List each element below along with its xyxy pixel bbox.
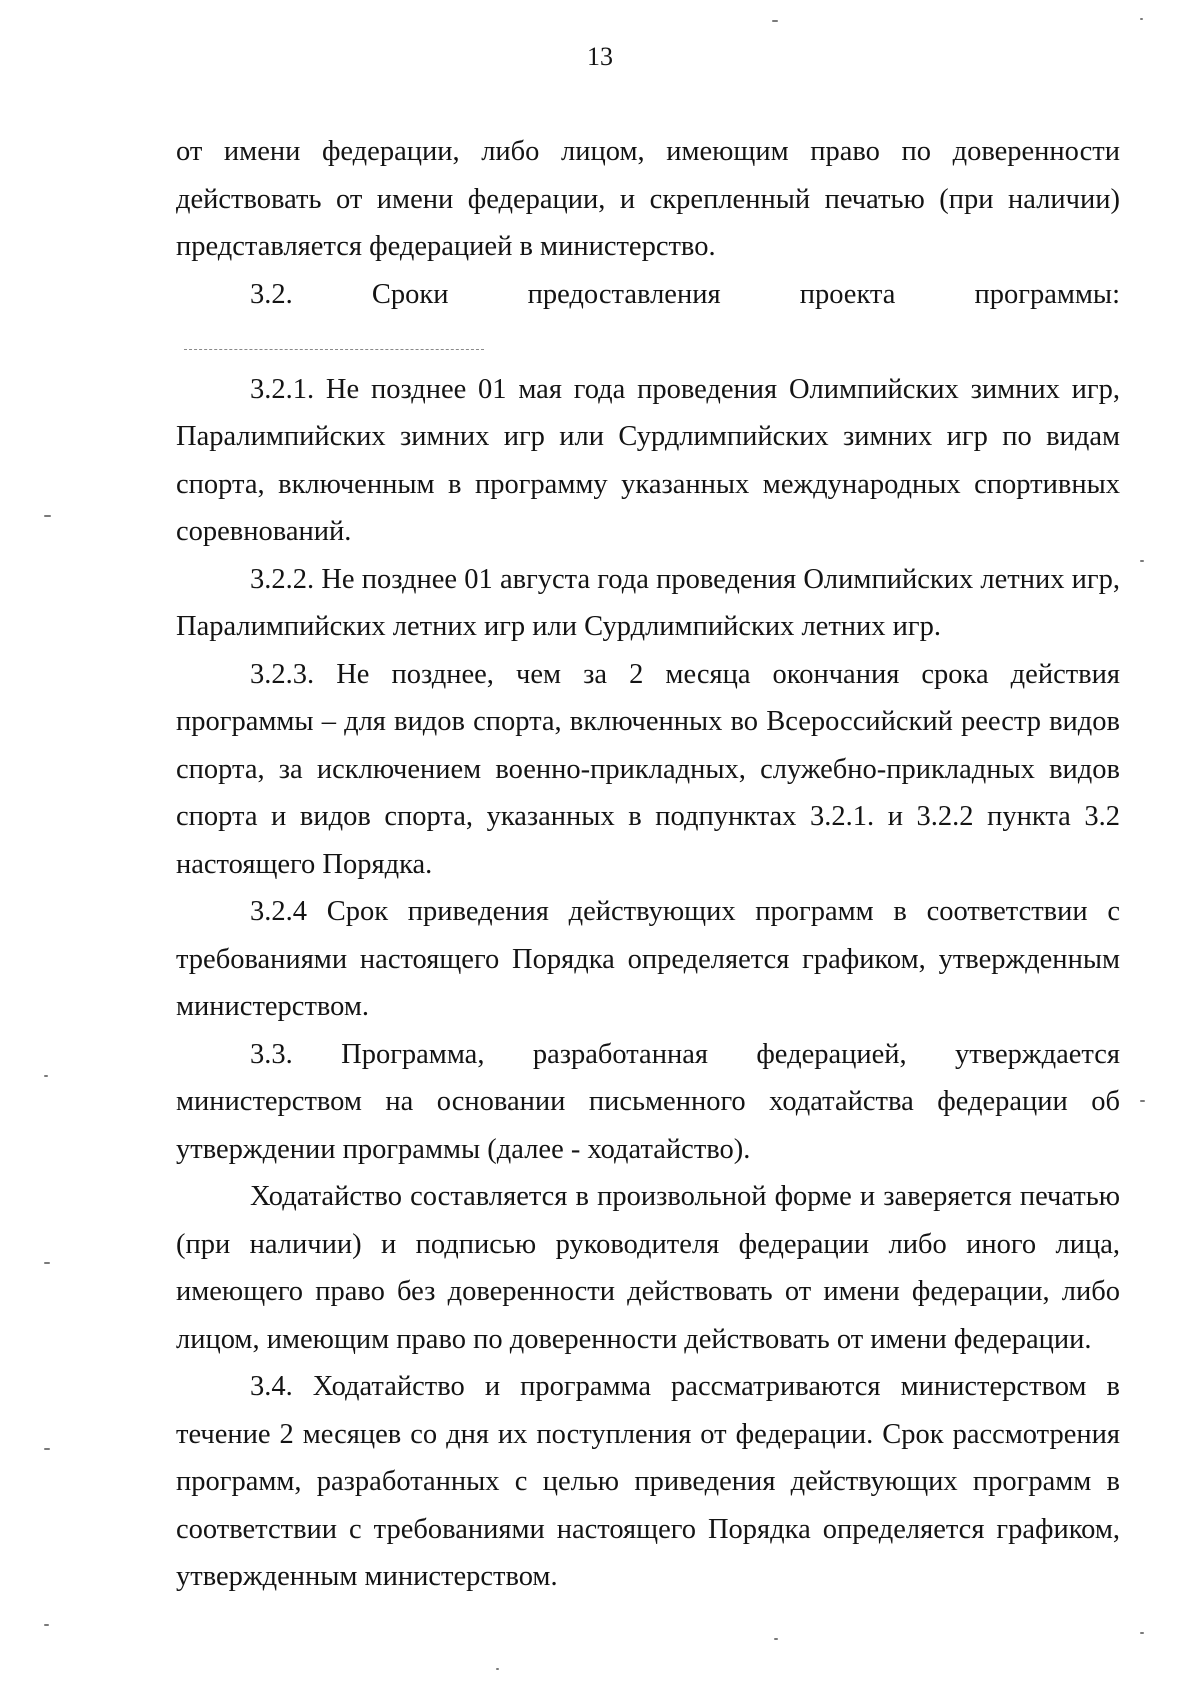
paragraph-3-2-4: 3.2.4 Срок приведения действующих программ в соответствии с требованиями настоящего Порядка определяется графиком, утвержденным министерством. (176, 896, 1120, 1022)
scan-speck (44, 1262, 50, 1264)
paragraph-3-3: 3.3. Программа, разработанная федерацией, утверждается министерством на основании письменного ходатайства федерации об утверждении программы (далее - ходатайство). (176, 1038, 1120, 1165)
scan-speck (1140, 18, 1143, 20)
paragraph-3-4: 3.4. Ходатайство и программа рассматриваются министерством в течение 2 месяцев со дня их поступления от федерации. Срок рассмотрения программ, разработанных с целью приведения действующих программ в соответствии с требованиями настоящего Порядка определяется графиком, утвержденным министерством. (176, 1371, 1120, 1592)
paragraph-3-2-2: 3.2.2. Не позднее 01 августа года проведения Олимпийских летних игр, Паралимпийских летних игр или Сурдлимпийских летних игр. (176, 563, 1120, 642)
paragraph-3-2-3: 3.2.3. Не позднее, чем за 2 месяца окончания срока действия программы – для видов спорта, включенных во Всероссийский реестр видов спорта, за исключением военно-прикладных, служебно-прикладных видов спорта и видов спорта, указанных в подпунктах 3.2.1. и 3.2.2 пункта 3.2 настоящего Порядка. (176, 658, 1120, 880)
paragraph-3-2: 3.2. Сроки предоставления проекта программы: (250, 278, 1120, 310)
scan-speck (44, 1448, 50, 1450)
paragraph-petition: Ходатайство составляется в произвольной форме и заверяется печатью (при наличии) и подписью руководителя федерации либо иного лица, имеющего право без доверенности действовать от имени федерации, либо лицом, имеющим право по доверенности действовать от имени федерации. (176, 1181, 1120, 1355)
scan-speck (44, 1075, 48, 1077)
scan-speck (1140, 1632, 1144, 1634)
scan-speck (44, 1624, 49, 1626)
dashed-underline (184, 348, 484, 350)
scan-speck (496, 1668, 499, 1670)
scan-speck (1140, 560, 1144, 562)
scan-speck (1140, 1100, 1145, 1102)
paragraph-3-2-wrapper (176, 271, 1120, 366)
scan-speck (44, 515, 51, 517)
paragraph-3-2-1: 3.2.1. Не позднее 01 мая года проведения Олимпийских зимних игр, Паралимпийских зимних игр или Сурдлимпийских зимних игр по видам спорта, включенным в программу указанных международных спортивных соревнований. (176, 373, 1120, 547)
document-body (176, 128, 1120, 1601)
scan-speck (772, 20, 778, 22)
paragraph-continuation: от имени федерации, либо лицом, имеющим право по доверенности действовать от имени федерации, и скрепленный печатью (при наличии) представляется федерацией в министерство. (176, 136, 1120, 262)
scan-speck (774, 1638, 778, 1640)
page-number: 13 (587, 42, 613, 71)
